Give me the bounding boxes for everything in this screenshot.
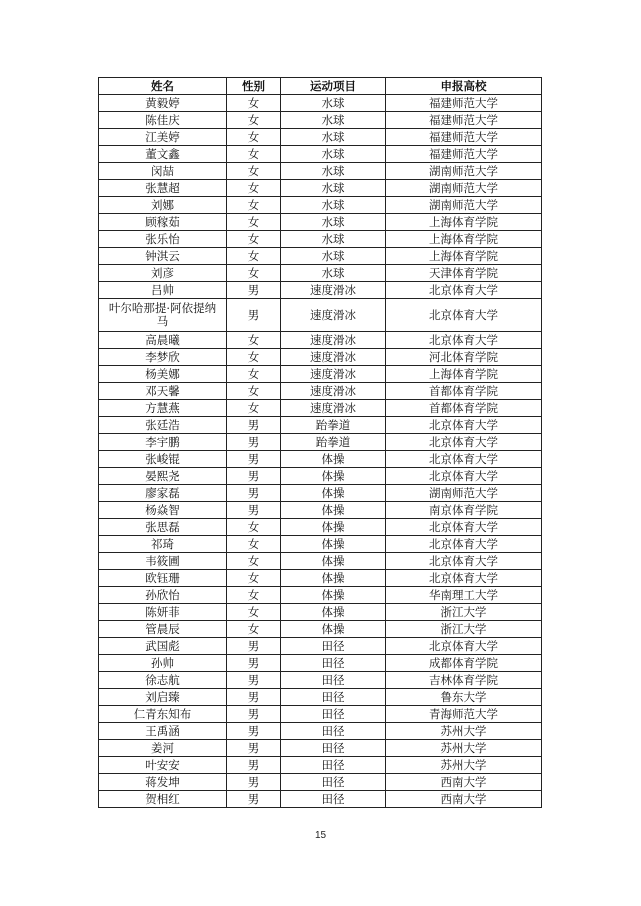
athlete-university: 上海体育学院 [386,214,542,231]
athlete-gender: 女 [227,248,281,265]
athlete-sport: 体操 [281,570,386,587]
athlete-gender: 女 [227,604,281,621]
athlete-gender: 女 [227,214,281,231]
athlete-university: 北京体育大学 [386,282,542,299]
athlete-gender: 女 [227,519,281,536]
table-row [99,366,542,383]
athlete-name: 刘彦 [99,265,227,282]
athlete-university: 北京体育大学 [386,434,542,451]
athlete-name: 邓天馨 [99,383,227,400]
athlete-gender: 男 [227,791,281,808]
table-row [99,332,542,349]
table-row [99,791,542,808]
athlete-sport: 体操 [281,451,386,468]
athlete-name: 韦筱圃 [99,553,227,570]
athlete-gender: 女 [227,621,281,638]
table-row [99,282,542,299]
athlete-gender: 女 [227,349,281,366]
athlete-university: 福建师范大学 [386,129,542,146]
header-sport: 运动项目 [281,78,386,95]
athlete-university: 湖南师范大学 [386,485,542,502]
table-row [99,774,542,791]
athlete-name: 管晨辰 [99,621,227,638]
table-row [99,451,542,468]
athlete-university: 上海体育学院 [386,366,542,383]
table-row [99,383,542,400]
athlete-gender: 女 [227,400,281,417]
table-row [99,723,542,740]
table-row [99,400,542,417]
athlete-university: 北京体育大学 [386,570,542,587]
athlete-sport: 水球 [281,146,386,163]
athlete-name: 李梦欣 [99,349,227,366]
athlete-sport: 田径 [281,672,386,689]
athlete-university: 华南理工大学 [386,587,542,604]
athlete-name: 方慧燕 [99,400,227,417]
athlete-university: 福建师范大学 [386,112,542,129]
athlete-name: 钟淇云 [99,248,227,265]
athlete-sport: 田径 [281,706,386,723]
athlete-university: 福建师范大学 [386,95,542,112]
table-row [99,112,542,129]
athlete-sport: 水球 [281,265,386,282]
athlete-sport: 速度滑冰 [281,383,386,400]
table-row [99,95,542,112]
athlete-name: 杨美娜 [99,366,227,383]
athlete-sport: 速度滑冰 [281,299,386,332]
athlete-sport: 田径 [281,723,386,740]
athlete-name: 姜河 [99,740,227,757]
table-row [99,740,542,757]
table-row [99,655,542,672]
athlete-university: 北京体育大学 [386,451,542,468]
athlete-gender: 女 [227,129,281,146]
table-row [99,180,542,197]
athlete-sport: 田径 [281,655,386,672]
athlete-gender: 男 [227,485,281,502]
athlete-sport: 田径 [281,740,386,757]
athlete-name: 蒋发坤 [99,774,227,791]
athlete-university: 成都体育学院 [386,655,542,672]
athlete-sport: 田径 [281,689,386,706]
athlete-sport: 田径 [281,757,386,774]
athlete-gender: 男 [227,672,281,689]
athlete-name: 叶尔哈那提·阿依提纳马 [99,299,227,332]
athlete-university: 北京体育大学 [386,638,542,655]
athlete-name: 仁青东知布 [99,706,227,723]
athlete-sport: 水球 [281,112,386,129]
athlete-university: 北京体育大学 [386,332,542,349]
table-row [99,146,542,163]
athlete-university: 首都体育学院 [386,400,542,417]
athlete-sport: 体操 [281,502,386,519]
athlete-name: 李宇鹏 [99,434,227,451]
athlete-name: 闵喆 [99,163,227,180]
athlete-gender: 女 [227,332,281,349]
athlete-gender: 女 [227,536,281,553]
athlete-name: 武国彪 [99,638,227,655]
athlete-gender: 男 [227,468,281,485]
athlete-name: 晏熙尧 [99,468,227,485]
athlete-university: 南京体育学院 [386,502,542,519]
header-name: 姓名 [99,78,227,95]
athlete-university: 河北体育学院 [386,349,542,366]
athlete-gender: 女 [227,95,281,112]
athlete-name: 孙帅 [99,655,227,672]
athlete-name: 顾稼茹 [99,214,227,231]
athlete-name: 张廷浩 [99,417,227,434]
athlete-gender: 男 [227,774,281,791]
athlete-gender: 女 [227,146,281,163]
athlete-sport: 体操 [281,604,386,621]
athlete-university: 北京体育大学 [386,553,542,570]
athlete-university: 首都体育学院 [386,383,542,400]
athlete-gender: 女 [227,570,281,587]
athlete-university: 上海体育学院 [386,248,542,265]
athlete-sport: 水球 [281,180,386,197]
athlete-university: 北京体育大学 [386,468,542,485]
table-header-row [99,78,542,95]
athlete-gender: 男 [227,706,281,723]
athlete-name: 张峻锟 [99,451,227,468]
table-row [99,417,542,434]
athlete-sport: 体操 [281,485,386,502]
athlete-sport: 水球 [281,197,386,214]
athlete-name: 叶安安 [99,757,227,774]
athlete-university: 西南大学 [386,774,542,791]
header-gender: 性别 [227,78,281,95]
athlete-sport: 速度滑冰 [281,366,386,383]
athlete-sport: 水球 [281,231,386,248]
athlete-gender: 女 [227,553,281,570]
athlete-university: 鲁东大学 [386,689,542,706]
athlete-gender: 男 [227,723,281,740]
athlete-name: 刘娜 [99,197,227,214]
table-row [99,621,542,638]
table-row [99,197,542,214]
athlete-gender: 男 [227,434,281,451]
athlete-gender: 男 [227,740,281,757]
table-row [99,587,542,604]
athlete-university: 天津体育学院 [386,265,542,282]
athlete-sport: 体操 [281,553,386,570]
athlete-gender: 男 [227,299,281,332]
table-row [99,757,542,774]
athlete-name: 贺相红 [99,791,227,808]
athlete-university: 福建师范大学 [386,146,542,163]
athlete-sport: 跆拳道 [281,417,386,434]
athlete-gender: 男 [227,757,281,774]
athlete-sport: 水球 [281,163,386,180]
athlete-university: 湖南师范大学 [386,180,542,197]
athlete-gender: 女 [227,197,281,214]
table-row [99,248,542,265]
table-row [99,299,542,332]
athlete-name: 吕帅 [99,282,227,299]
athlete-name: 江美婷 [99,129,227,146]
athlete-gender: 女 [227,180,281,197]
athlete-sport: 田径 [281,638,386,655]
athlete-sport: 体操 [281,468,386,485]
athlete-name: 黄毅婷 [99,95,227,112]
athlete-university: 上海体育学院 [386,231,542,248]
athlete-university: 吉林体育学院 [386,672,542,689]
table-row [99,214,542,231]
page-number: 15 [314,830,327,841]
athlete-gender: 男 [227,689,281,706]
athlete-sport: 跆拳道 [281,434,386,451]
table-row [99,604,542,621]
athlete-table [98,77,542,808]
athlete-gender: 女 [227,587,281,604]
table-row [99,434,542,451]
athlete-gender: 女 [227,231,281,248]
athlete-name: 孙欣怡 [99,587,227,604]
table-row [99,570,542,587]
athlete-sport: 体操 [281,536,386,553]
table-row [99,265,542,282]
athlete-sport: 体操 [281,519,386,536]
athlete-university: 北京体育大学 [386,536,542,553]
athlete-gender: 男 [227,638,281,655]
athlete-sport: 速度滑冰 [281,349,386,366]
athlete-sport: 水球 [281,95,386,112]
athlete-university: 北京体育大学 [386,417,542,434]
table-row [99,163,542,180]
athlete-name: 祁琦 [99,536,227,553]
athlete-sport: 体操 [281,621,386,638]
athlete-gender: 男 [227,282,281,299]
athlete-university: 北京体育大学 [386,519,542,536]
athlete-name: 刘启臻 [99,689,227,706]
athlete-sport: 速度滑冰 [281,332,386,349]
athlete-university: 苏州大学 [386,757,542,774]
athlete-gender: 男 [227,502,281,519]
athlete-gender: 女 [227,366,281,383]
athlete-name: 张乐怡 [99,231,227,248]
athlete-university: 苏州大学 [386,740,542,757]
athlete-gender: 女 [227,163,281,180]
athlete-gender: 男 [227,655,281,672]
athlete-university: 西南大学 [386,791,542,808]
table-row [99,689,542,706]
athlete-name: 廖家磊 [99,485,227,502]
athlete-name: 董文鑫 [99,146,227,163]
athlete-name: 张慧超 [99,180,227,197]
athlete-name: 徐志航 [99,672,227,689]
athlete-university: 苏州大学 [386,723,542,740]
table-row [99,672,542,689]
table-row [99,231,542,248]
table-row [99,519,542,536]
athlete-name: 张思磊 [99,519,227,536]
athlete-gender: 女 [227,112,281,129]
athlete-university: 湖南师范大学 [386,163,542,180]
athlete-sport: 水球 [281,129,386,146]
table-row [99,502,542,519]
table-row [99,638,542,655]
athlete-name: 陈佳庆 [99,112,227,129]
table-row [99,129,542,146]
table-row [99,468,542,485]
table-row [99,706,542,723]
athlete-university: 湖南师范大学 [386,197,542,214]
table-row [99,536,542,553]
athlete-gender: 女 [227,383,281,400]
athlete-sport: 田径 [281,791,386,808]
athlete-university: 青海师范大学 [386,706,542,723]
athlete-sport: 体操 [281,587,386,604]
athlete-sport: 速度滑冰 [281,400,386,417]
athlete-university: 浙江大学 [386,621,542,638]
table-row [99,485,542,502]
table-row [99,349,542,366]
athlete-sport: 水球 [281,214,386,231]
athlete-sport: 水球 [281,248,386,265]
table-row [99,553,542,570]
athlete-sport: 速度滑冰 [281,282,386,299]
athlete-sport: 田径 [281,774,386,791]
athlete-name: 杨焱智 [99,502,227,519]
athlete-name: 王禹涵 [99,723,227,740]
athlete-name: 陈妍菲 [99,604,227,621]
athlete-university: 北京体育大学 [386,299,542,332]
athlete-name: 高晨曦 [99,332,227,349]
athlete-gender: 女 [227,265,281,282]
athlete-gender: 男 [227,417,281,434]
athlete-gender: 男 [227,451,281,468]
athlete-name: 欧钰珊 [99,570,227,587]
athlete-university: 浙江大学 [386,604,542,621]
header-university: 申报高校 [386,78,542,95]
